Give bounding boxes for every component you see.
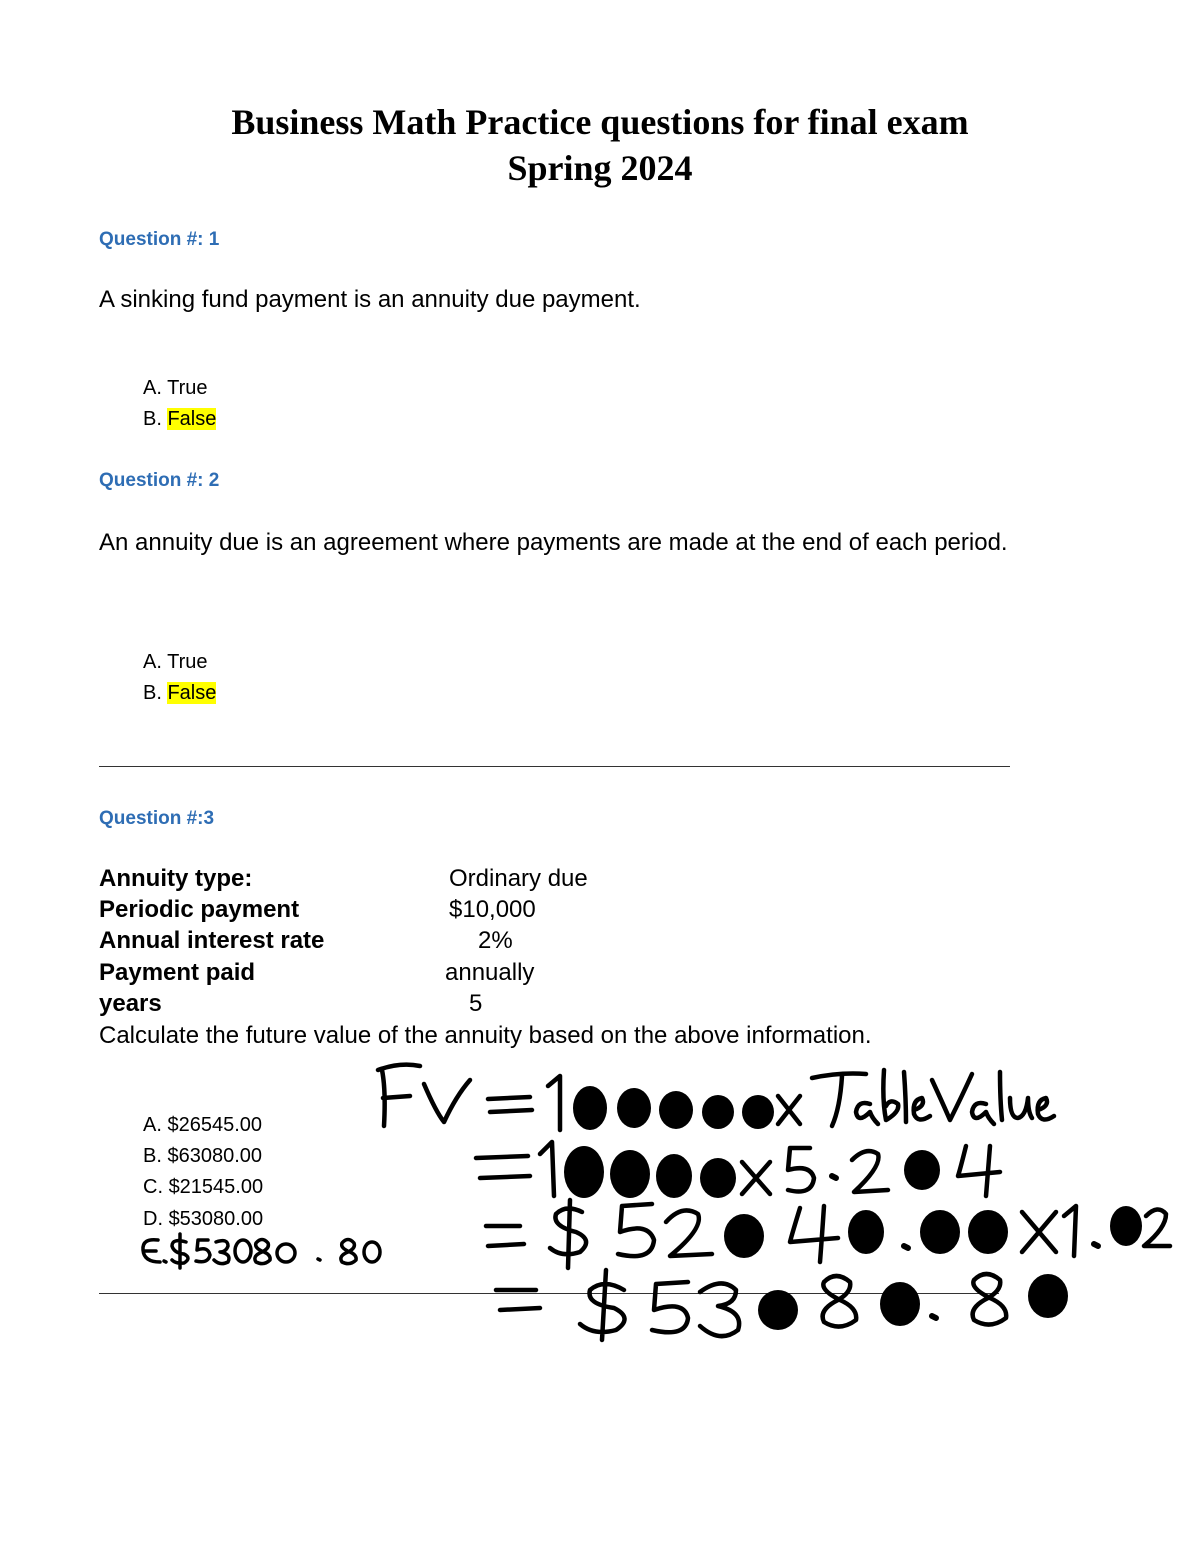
handwritten-option-e: [143, 1234, 380, 1268]
option-text: True: [167, 377, 208, 399]
option-letter: D.: [143, 1208, 169, 1230]
option-text: True: [167, 651, 208, 673]
document-title: Business Math Practice questions for final exam: [231, 102, 969, 142]
option-text: $21545.00: [168, 1176, 264, 1198]
field-value-annuity-type: Ordinary due: [449, 865, 588, 892]
field-label-annuity-type: Annuity type:: [99, 865, 253, 892]
question-1-text: A sinking fund payment is an annuity due payment.: [99, 286, 641, 313]
option-letter: A.: [143, 377, 168, 399]
option-text: $26545.00: [167, 1114, 262, 1136]
question-2-option-b: [143, 681, 216, 705]
option-letter: A.: [143, 651, 168, 673]
field-value-payment-paid: annually: [445, 959, 535, 986]
option-text: $53080.00: [168, 1208, 264, 1230]
question-3-label: Question #:3: [99, 808, 215, 829]
field-label-interest-rate: Annual interest rate: [99, 927, 325, 954]
question-3-text: Calculate the future value of the annuity based on the above information.: [99, 1022, 872, 1049]
option-letter: B.: [143, 1145, 168, 1167]
handwritten-line-3: [486, 1200, 1170, 1268]
field-value-years: 5: [469, 990, 483, 1017]
question-3-option-c: [143, 1175, 263, 1199]
question-2-option-a: [143, 650, 207, 674]
question-3-option-b: [143, 1144, 262, 1168]
question-1-option-b: [143, 407, 216, 431]
field-label-years: years: [99, 990, 162, 1017]
separator-line: [99, 1293, 999, 1295]
document-subtitle: Spring 2024: [507, 148, 693, 188]
highlighted-answer: False: [167, 408, 217, 430]
question-1-label: Question #: 1: [99, 229, 220, 250]
handwritten-line-2: [476, 1142, 1000, 1198]
field-value-interest-rate: 2%: [478, 927, 513, 954]
option-text: $63080.00: [167, 1145, 262, 1167]
handwritten-line-1: [378, 1065, 1054, 1130]
highlighted-answer: False: [167, 682, 217, 704]
question-2-text: An annuity due is an agreement where payments are made at the end of each period.: [99, 529, 1008, 556]
separator-line: [99, 766, 1010, 768]
question-1-option-a: [143, 376, 207, 400]
question-3-option-a: [143, 1113, 262, 1137]
field-label-periodic-payment: Periodic payment: [99, 896, 300, 923]
question-3-option-d: [143, 1207, 263, 1231]
question-2-label: Question #: 2: [99, 470, 220, 491]
option-letter: B.: [143, 408, 168, 430]
option-letter: B.: [143, 682, 168, 704]
option-letter: C.: [143, 1176, 169, 1198]
field-value-periodic-payment: $10,000: [449, 896, 536, 923]
option-letter: A.: [143, 1114, 168, 1136]
field-label-payment-paid: Payment paid: [99, 959, 256, 986]
handwritten-line-4: [496, 1270, 1068, 1340]
